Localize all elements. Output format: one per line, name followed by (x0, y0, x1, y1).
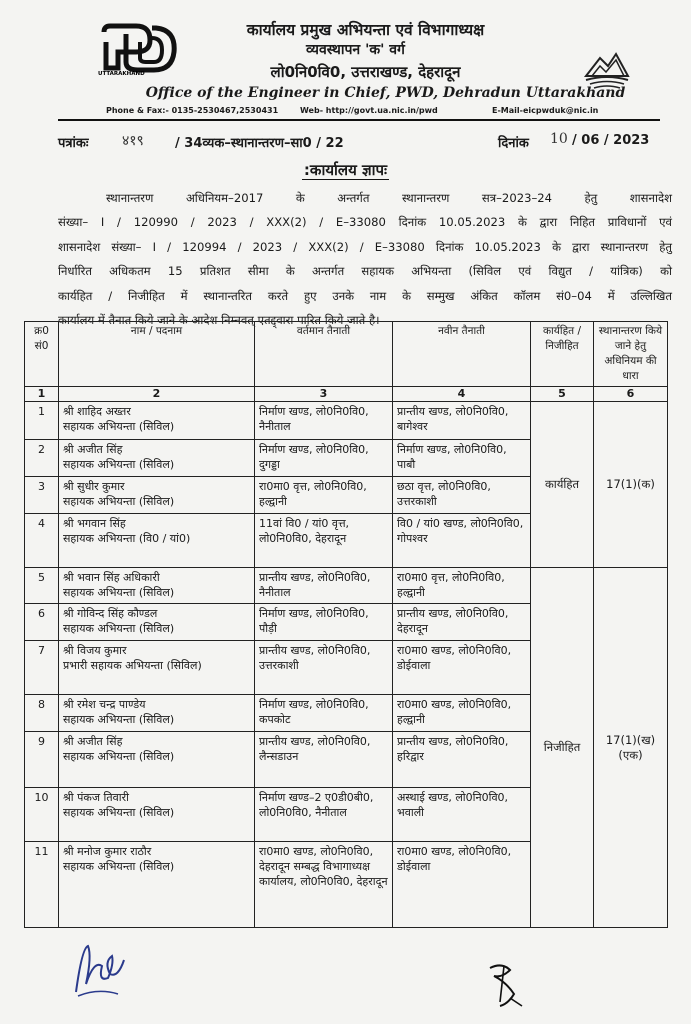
name-cell (59, 732, 255, 788)
phone-fax: Phone & Fax:- 0135-2530467,2530431 (106, 106, 279, 115)
reference-number: ४१९ (122, 133, 144, 149)
name-cell (59, 440, 255, 477)
new-posting: प्रान्तीय खण्ड, लो0नि0वि0, बागेश्वर (393, 402, 531, 440)
table-header-row (25, 322, 668, 387)
memo-title: :कार्यालय ज्ञापः (303, 161, 388, 179)
column-header-name: नाम / पदनाम (59, 322, 255, 387)
name-cell (59, 477, 255, 514)
column-number: 3 (255, 387, 393, 402)
name-cell (59, 514, 255, 568)
employee-name: श्री रमेश चन्द्र पाण्डेय (63, 698, 146, 711)
date-month-year: / 06 / 2023 (572, 133, 650, 148)
name-cell (59, 695, 255, 732)
name-cell (59, 641, 255, 695)
serial-number: 7 (25, 641, 59, 695)
new-posting: प्रान्तीय खण्ड, लो0नि0वि0, हरिद्वार (393, 732, 531, 788)
current-posting: निर्माण खण्ड, लो0नि0वि0, नैनीताल (255, 402, 393, 440)
current-posting: निर्माण खण्ड–2 ए0डी0बी0, लो0नि0वि0, नैनीताल (255, 788, 393, 842)
employee-designation: प्रभारी सहायक अभियन्ता (सिविल) (63, 659, 202, 672)
column-header-section: स्थानान्तरण किये जाने हेतु अधिनियम की धारा (594, 322, 668, 387)
employee-name: श्री विजय कुमार (63, 644, 127, 657)
serial-number: 8 (25, 695, 59, 732)
table-row (25, 568, 668, 604)
column-header-current-posting: वर्तमान तैनाती (255, 322, 393, 387)
employee-designation: सहायक अभियन्ता (सिविल) (63, 622, 175, 635)
column-header-new-posting: नवीन तैनाती (393, 322, 531, 387)
current-posting: निर्माण खण्ड, लो0नि0वि0, पौड़ी (255, 604, 393, 641)
email: E-Mail-eicpwduk@nic.in (492, 106, 599, 115)
reference-code: / 34व्यक–स्थानान्तरण–सा0 / 22 (175, 136, 344, 151)
column-number: 4 (393, 387, 531, 402)
serial-number: 4 (25, 514, 59, 568)
column-number: 1 (25, 387, 59, 402)
paragraph-line: कार्यालय में तैनात किये जाने के आदेश निम्नवत् एतद्द्वारा पारित किये जाते है। (58, 313, 380, 328)
paragraph-line: कार्यहित / निजीहित में स्थानान्तरित करते हुए उनके नाम के सम्मुख अंकित कॉलम सं0–04 में उल्लिखित (58, 288, 672, 303)
serial-number: 5 (25, 568, 59, 604)
employee-designation: सहायक अभियन्ता (सिविल) (63, 420, 175, 433)
name-cell (59, 604, 255, 641)
serial-number: 2 (25, 440, 59, 477)
section-cell-group2: 17(1)(ख)(एक) (594, 568, 668, 928)
employee-name: श्री भगवान सिंह (63, 517, 126, 530)
new-posting: अस्थाई खण्ड, लो0नि0वि0, भवाली (393, 788, 531, 842)
current-posting: 11वां वि0 / यां0 वृत्त, लो0नि0वि0, देहरादून (255, 514, 393, 568)
new-posting: रा0मा0 खण्ड, लो0नि0वि0, डोईवाला (393, 842, 531, 928)
employee-name: श्री शाहिद अख्तर (63, 405, 131, 418)
employee-designation: सहायक अभियन्ता (सिविल) (63, 750, 175, 763)
new-posting: रा0मा0 खण्ड, लो0नि0वि0, डोईवाला (393, 641, 531, 695)
current-posting: प्रान्तीय खण्ड, लो0नि0वि0, उत्तरकाशी (255, 641, 393, 695)
employee-name: श्री भवान सिंह अधिकारी (63, 571, 160, 584)
paragraph-line: संख्या– I / 120990 / 2023 / XXX(2) / E–33080 दिनांक 10.05.2023 के द्वारा निहित प्राविधानों एवं (58, 215, 672, 230)
serial-number: 3 (25, 477, 59, 514)
header-english-title: Office of the Engineer in Chief, PWD, Dehradun Uttarakhand (145, 85, 626, 101)
transfer-table (24, 321, 668, 928)
left-signature (68, 938, 138, 1000)
header-department: लो0नि0वि0, उत्तराखण्ड, देहरादून (270, 63, 461, 81)
date-label: दिनांक (498, 136, 529, 151)
employee-designation: सहायक अभियन्ता (सिविल) (63, 495, 175, 508)
name-cell (59, 842, 255, 928)
name-cell (59, 568, 255, 604)
column-number: 2 (59, 387, 255, 402)
order-paragraph (58, 186, 672, 332)
header-divider (58, 119, 660, 121)
new-posting: निर्माण खण्ड, लो0नि0वि0, पाबौ (393, 440, 531, 477)
employee-designation: सहायक अभियन्ता (सिविल) (63, 860, 175, 873)
column-header-category: कार्यहित / निजीहित (531, 322, 594, 387)
employee-designation: सहायक अभियन्ता (सिविल) (63, 806, 175, 819)
new-posting: छठा वृत्त, लो0नि0वि0, उत्तरकाशी (393, 477, 531, 514)
date-day: 10 (550, 131, 568, 147)
paragraph-line: शासनादेश संख्या– I / 120994 / 2023 / XXX(2) / E–33080 दिनांक 10.05.2023 के द्वारा स्थानान्तरण हेतु (58, 239, 672, 254)
column-number-row (25, 387, 668, 402)
employee-name: श्री मनोज कुमार राठौर (63, 845, 152, 858)
name-cell (59, 402, 255, 440)
column-header-sn: क्र0 सं0 (25, 322, 59, 387)
section-cell-group1: 17(1)(क) (594, 402, 668, 568)
serial-number: 1 (25, 402, 59, 440)
current-posting: निर्माण खण्ड, लो0नि0वि0, दुगड्डा (255, 440, 393, 477)
current-posting: प्रान्तीय खण्ड, लो0नि0वि0, नैनीताल (255, 568, 393, 604)
new-posting: वि0 / यां0 खण्ड, लो0नि0वि0, गोपश्वर (393, 514, 531, 568)
header-establishment: व्यवस्थापन 'क' वर्ग (306, 42, 405, 58)
employee-designation: सहायक अभियन्ता (वि0 / यां0) (63, 532, 191, 545)
current-posting: प्रान्तीय खण्ड, लो0नि0वि0, लैन्सडाउन (255, 732, 393, 788)
serial-number: 11 (25, 842, 59, 928)
new-posting: रा0मा0 वृत्त, लो0नि0वि0, हल्द्वानी (393, 568, 531, 604)
right-signature (480, 958, 526, 1010)
paragraph-line: निर्धारित अधिकतम 15 प्रतिशत सीमा के अन्तर्गत सहायक अभियन्ता (सिविल एवं विद्युत / यांत्रिक) को (58, 264, 672, 279)
employee-name: श्री पंकज तिवारी (63, 791, 129, 804)
paragraph-line: स्थानान्तरण अधिनियम–2017 के अन्तर्गत स्थानान्तरण सत्र–2023–24 हेतु शासनादेश (106, 191, 672, 205)
svg-text:UTTARAKHAND: UTTARAKHAND (98, 71, 145, 76)
name-cell (59, 788, 255, 842)
column-number: 6 (594, 387, 668, 402)
new-posting: प्रान्तीय खण्ड, लो0नि0वि0, देहरादून (393, 604, 531, 641)
employee-name: श्री अजीत सिंह (63, 443, 123, 456)
reference-label: पत्रांकः (58, 136, 89, 151)
employee-designation: सहायक अभियन्ता (सिविल) (63, 586, 175, 599)
serial-number: 9 (25, 732, 59, 788)
new-posting: रा0मा0 खण्ड, लो0नि0वि0, हल्द्वानी (393, 695, 531, 732)
header-office-title: कार्यालय प्रमुख अभियन्ता एवं विभागाध्यक्ष (246, 21, 485, 39)
category-cell-group1: कार्यहित (531, 402, 594, 568)
current-posting: रा0मा0 वृत्त, लो0नि0वि0, हल्द्वानी (255, 477, 393, 514)
employee-designation: सहायक अभियन्ता (सिविल) (63, 713, 175, 726)
employee-name: श्री सुधीर कुमार (63, 480, 125, 493)
serial-number: 6 (25, 604, 59, 641)
category-cell-group2: निजीहित (531, 568, 594, 928)
employee-designation: सहायक अभियन्ता (सिविल) (63, 458, 175, 471)
current-posting: रा0मा0 खण्ड, लो0नि0वि0, देहरादून सम्बद्ध विभागाध्यक्ष कार्यालय, लो0नि0वि0, देहरादून (255, 842, 393, 928)
employee-name: श्री गोविन्द सिंह कौण्डल (63, 607, 158, 620)
employee-name: श्री अजीत सिंह (63, 735, 123, 748)
column-number: 5 (531, 387, 594, 402)
website: Web- http://govt.ua.nic.in/pwd (300, 106, 438, 115)
serial-number: 10 (25, 788, 59, 842)
current-posting: निर्माण खण्ड, लो0नि0वि0, कपकोट (255, 695, 393, 732)
table-row (25, 402, 668, 440)
